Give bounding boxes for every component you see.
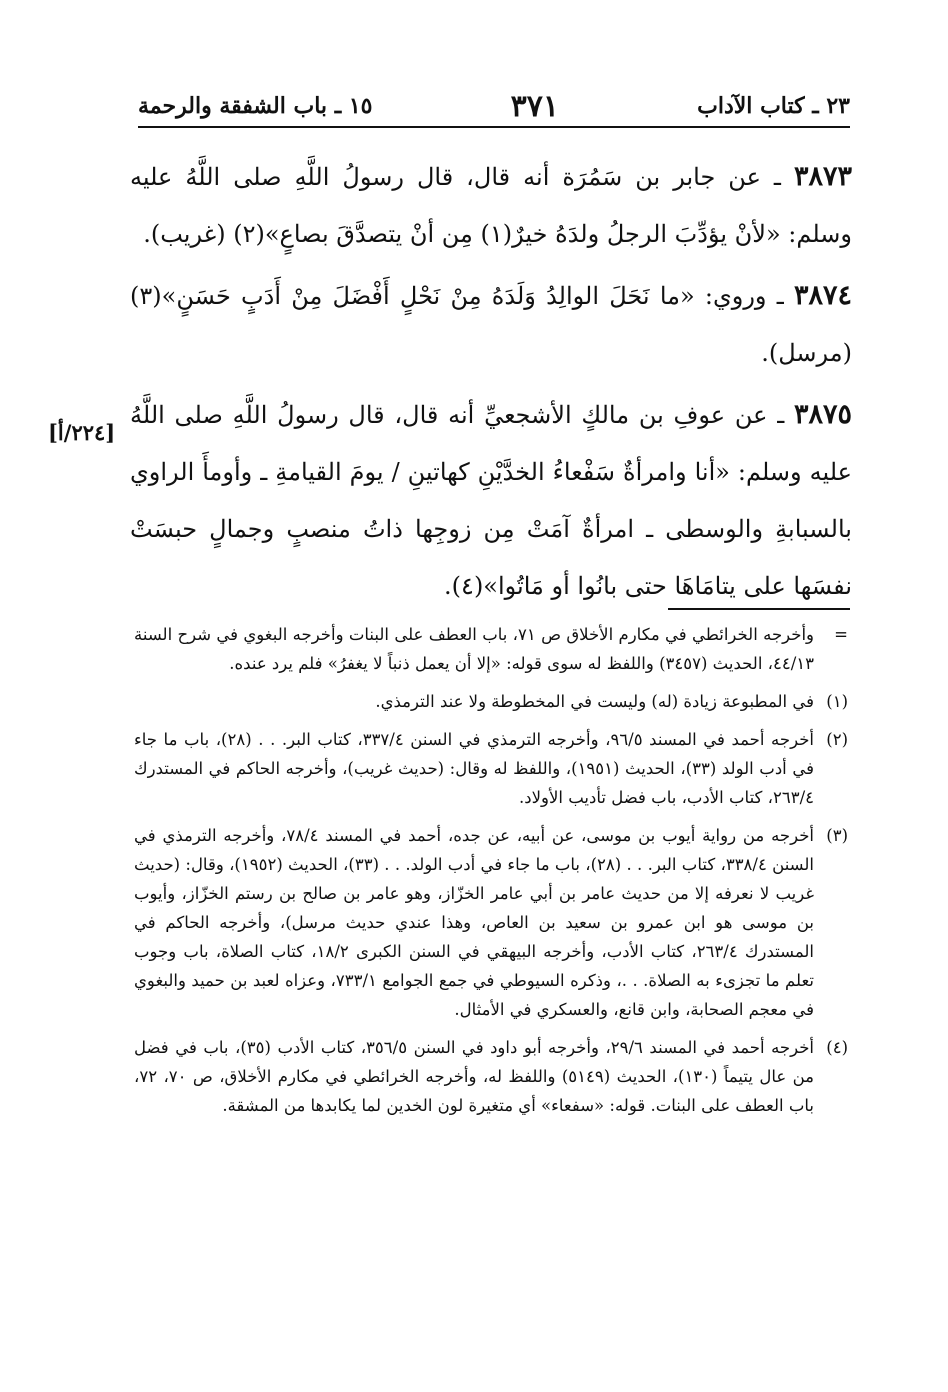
hadith-number: ٣٨٧٥ [793, 399, 852, 430]
footnote-marker: (٢) [826, 730, 848, 749]
hadith-paragraph [130, 267, 852, 382]
header-chapter-title: ١٥ ـ باب الشفقة والرحمة [138, 93, 373, 119]
footnote-marker: (١) [826, 692, 848, 711]
footnote-separator [668, 608, 850, 610]
footnote-text: أخرجه من رواية أيوب بن موسى، عن أبيه، عن جده، أحمد في المسند ٧٨/٤، وأخرجه الترمذي في السنن ٣٣٨/٤، كتاب البر. . . (٢٨)، باب ما جاء في أدب الولد. . . (٣٣)، الحديث (١٩٥٢)، وقال: (حديث غريب لا نعرفه إلا من حديث عامر بن أبي عامر الخزّاز، وهو عامر بن صالح بن رستم الخزّاز، وأيوب بن موسى هو ابن عمرو بن سعيد بن العاص، وهذا عندي حديث مرسل)، وأخرجه الحاكم في المستدرك ٢٦٣/٤، كتاب الأدب، وأخرجه البيهقي في السنن الكبرى ١٨/٢، كتاب الصلاة، باب وجوب تعلم ما تجزىء به الصلاة. . .، وذكره السيوطي في جمع الجوامع ٧٣٣/١، وعزاه لعبد بن حميد والبغوي في معجم الصحابة، وابن قانع، والعسكري في الأمثال. [134, 826, 815, 1019]
footnote-text: وأخرجه الخرائطي في مكارم الأخلاق ص ٧١، باب العطف على البنات وأخرجه البغوي في شرح السنة ٤٤/١٣، الحديث (٣٤٥٧) واللفظ له سوى قوله: «إلا أن يعمل ذنباً لا يغفرُ» فلم يرد عنده. [134, 625, 814, 673]
footnotes [134, 620, 848, 1129]
main-text [130, 148, 852, 619]
hadith-number: ٣٨٧٤ [793, 280, 852, 311]
footnote-text: في المطبوعة زيادة (له) وليست في المخطوطة ولا عند الترمذي. [375, 692, 814, 711]
footnote [134, 687, 848, 716]
hadith-text: ـ عن جابر بن سَمُرَة أنه قال، قال رسولُ اللَّهِ صلى اللَّهُ عليه وسلم: «لأنْ يؤدِّبَ الرجلُ ولدَهُ خيرٌ(١) مِن أنْ يتصدَّقَ بصاعٍ»(٢) (غريب). [130, 163, 852, 248]
manuscript-folio-marker: [٢٢٤/أ] [48, 420, 116, 445]
footnote-marker: (٤) [826, 1038, 848, 1057]
header-book-title: ٢٣ ـ كتاب الآداب [697, 93, 850, 119]
hadith-paragraph [130, 386, 852, 615]
footnote [134, 725, 848, 812]
footnote [134, 620, 848, 678]
footnote-marker: = [834, 625, 848, 644]
footnote-marker: (٣) [826, 826, 848, 845]
footnote-text: أخرجه أحمد في المسند ٩٦/٥، وأخرجه الترمذي في السنن ٣٣٧/٤، كتاب البر. . . (٢٨)، باب ما جاء في أدب الولد (٣٣)، الحديث (١٩٥١)، واللفظ له وقال: (حديث غريب)، وأخرجه الحاكم في المستدرك ٢٦٣/٤، كتاب الأدب، باب فضل تأديب الأولاد. [134, 730, 814, 807]
footnote [134, 821, 848, 1024]
page-number: ٣٧١ [510, 88, 559, 124]
hadith-text: ـ وروي: «ما نَحَلَ الوالِدُ وَلَدَهُ مِنْ نَحْلٍ أَفْضَلَ مِنْ أَدَبٍ حَسَنٍ»(٣) (مرسل). [130, 282, 852, 367]
hadith-text: ـ عن عوفِ بن مالكٍ الأشجعيِّ أنه قال، قال رسولُ اللَّهِ صلى اللَّهُ عليه وسلم: «أنا وامرأةٌ سَفْعاءُ الخدَّيْنِ كهاتينِ / يومَ القيامةِ ـ وأومأَ الراوي بالسبابةِ والوسطى ـ امرأةٌ آمَتْ مِن زوجِها ذاتُ منصبٍ وجمالٍ حبسَتْ نفسَها على يتامَاهَا حتى بانُوا أو مَاتُوا»(٤). [130, 401, 852, 600]
hadith-number: ٣٨٧٣ [793, 161, 852, 192]
footnote [134, 1033, 848, 1120]
hadith-paragraph [130, 148, 852, 263]
running-header [138, 86, 850, 128]
footnote-text: أخرجه أحمد في المسند ٢٩/٦، وأخرجه أبو داود في السنن ٣٥٦/٥، كتاب الأدب (٣٥)، باب في فضل من عال يتيماً (١٣٠)، الحديث (٥١٤٩) واللفظ له، وأخرجه الخرائطي في مكارم الأخلاق، ص ٧٠، ٧٢، باب العطف على البنات. قوله: «سفعاء» أي متغيرة لون الخدين لما يكابدها من المشقة. [134, 1038, 814, 1115]
